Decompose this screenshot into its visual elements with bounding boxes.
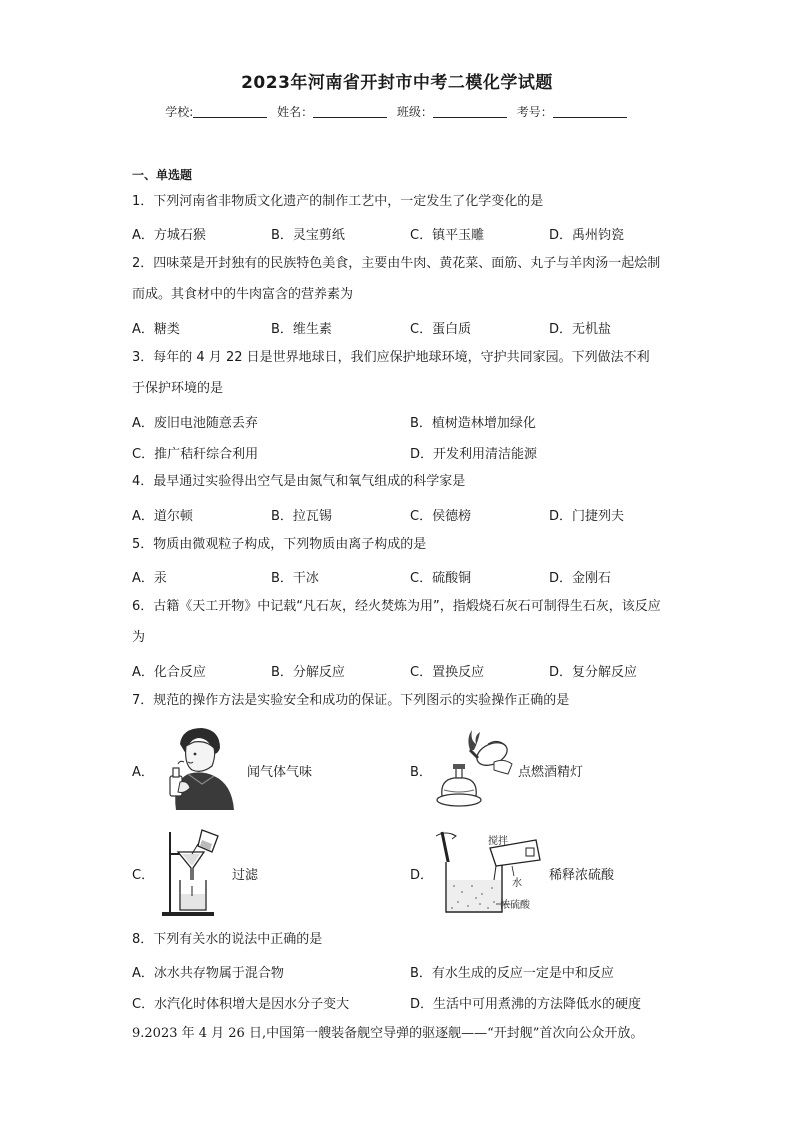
water-label: 水 bbox=[512, 878, 522, 889]
filtration-figure[interactable] bbox=[160, 826, 226, 918]
option-d[interactable]: D．金刚石 bbox=[549, 571, 612, 586]
option-d[interactable]: D．生活中可用煮沸的方法降低水的硬度 bbox=[410, 997, 642, 1012]
option-c-caption: 过滤 bbox=[232, 868, 259, 883]
school-field[interactable] bbox=[193, 105, 267, 118]
option-c-letter[interactable]: C． bbox=[132, 868, 155, 883]
option-c[interactable]: C．水汽化时体积增大是因水分子变大 bbox=[132, 997, 350, 1012]
question-6-options bbox=[132, 661, 662, 681]
option-d[interactable]: D．禹州钧瓷 bbox=[549, 228, 625, 243]
class-label: 班级： bbox=[396, 105, 433, 119]
diluting-sulfuric-acid-figure[interactable] bbox=[432, 826, 546, 918]
question-8-options-row2 bbox=[132, 993, 662, 1013]
question-5-options bbox=[132, 567, 662, 587]
option-d[interactable]: D．无机盐 bbox=[549, 322, 612, 337]
option-a[interactable]: A．冰水共存物属于混合物 bbox=[132, 966, 284, 981]
student-info-line bbox=[0, 103, 794, 120]
name-field[interactable] bbox=[313, 105, 387, 118]
option-d[interactable]: D．复分解反应 bbox=[549, 665, 638, 680]
stir-label: 搅拌 bbox=[488, 836, 508, 847]
question-3-options-row1 bbox=[132, 412, 662, 432]
question-2-stem: 2．四味菜是开封独有的民族特色美食，主要由牛肉、黄花菜、面筋、丸子与羊肉汤一起烩制而成。其食材中的牛肉富含的营养素为 bbox=[132, 256, 661, 302]
option-c[interactable]: C．置换反应 bbox=[410, 665, 485, 680]
class-field[interactable] bbox=[433, 105, 507, 118]
school-label: 学校: bbox=[165, 105, 194, 119]
exam-number-field[interactable] bbox=[553, 105, 627, 118]
smelling-gas-figure[interactable] bbox=[158, 724, 238, 810]
option-a[interactable]: A．道尔顿 bbox=[132, 509, 193, 524]
option-d[interactable]: D．门捷列夫 bbox=[549, 509, 625, 524]
question-1-stem: 1．下列河南省非物质文化遗产的制作工艺中，一定发生了化学变化的是 bbox=[132, 194, 544, 209]
option-a[interactable]: A．汞 bbox=[132, 571, 167, 586]
page-title: 2023年河南省开封市中考二模化学试题 bbox=[241, 73, 553, 93]
question-8-options-row1 bbox=[132, 962, 662, 982]
option-a[interactable]: A．废旧电池随意丢弃 bbox=[132, 416, 258, 431]
option-a[interactable]: A．化合反应 bbox=[132, 665, 206, 680]
option-b[interactable]: B．植树造林增加绿化 bbox=[410, 416, 536, 431]
option-a-letter[interactable]: A． bbox=[132, 765, 154, 780]
option-c[interactable]: C．蛋白质 bbox=[410, 322, 472, 337]
option-b[interactable]: B．分解反应 bbox=[271, 665, 345, 680]
option-b[interactable]: B．干冰 bbox=[271, 571, 319, 586]
option-b[interactable]: B．灵宝剪纸 bbox=[271, 228, 345, 243]
option-c[interactable]: C．推广秸秆综合利用 bbox=[132, 447, 259, 462]
question-2-options bbox=[132, 318, 662, 338]
option-b[interactable]: B．维生素 bbox=[271, 322, 332, 337]
option-c[interactable]: C．镇平玉雕 bbox=[410, 228, 485, 243]
option-c[interactable]: C．硫酸铜 bbox=[410, 571, 472, 586]
option-b[interactable]: B．拉瓦锡 bbox=[271, 509, 332, 524]
question-3-options-row2 bbox=[132, 443, 662, 463]
section-heading: 一、单选题 bbox=[132, 168, 193, 182]
question-3-stem: 3．每年的 4 月 22 日是世界地球日，我们应保护地球环境，守护共同家园。下列做法不利于保护环境的是 bbox=[132, 350, 650, 396]
option-b-letter[interactable]: B． bbox=[410, 765, 432, 780]
question-9-stem: 9.2023 年 4 月 26 日,中国第一艘装备舰空导弹的驱逐舰——“开封舰”首次向公众开放。 bbox=[132, 1026, 644, 1041]
option-b-caption: 点燃酒精灯 bbox=[518, 765, 584, 780]
option-d-caption: 稀释浓硫酸 bbox=[549, 868, 615, 883]
question-8-stem: 8．下列有关水的说法中正确的是 bbox=[132, 932, 323, 947]
option-d[interactable]: D．开发利用清洁能源 bbox=[410, 447, 538, 462]
acid-label: 浓硫酸 bbox=[500, 900, 530, 911]
exam-number-label: 考号： bbox=[516, 105, 553, 119]
question-7-stem: 7．规范的操作方法是实验安全和成功的保证。下列图示的实验操作正确的是 bbox=[132, 693, 570, 708]
question-1-options bbox=[132, 224, 662, 244]
question-6-stem: 6．古籍《天工开物》中记载“凡石灰，经火焚炼为用”，指煅烧石灰石可制得生石灰，该反应为 bbox=[132, 599, 661, 645]
option-c[interactable]: C．侯德榜 bbox=[410, 509, 472, 524]
lighting-alcohol-lamp-figure[interactable] bbox=[434, 724, 518, 812]
option-b[interactable]: B．有水生成的反应一定是中和反应 bbox=[410, 966, 614, 981]
question-5-stem: 5．物质由微观粒子构成，下列物质由离子构成的是 bbox=[132, 537, 427, 552]
question-4-options bbox=[132, 505, 662, 525]
option-d-letter[interactable]: D． bbox=[410, 868, 434, 883]
name-label: 姓名： bbox=[277, 105, 314, 119]
question-4-stem: 4．最早通过实验得出空气是由氮气和氧气组成的科学家是 bbox=[132, 474, 466, 489]
option-a[interactable]: A．方城石猴 bbox=[132, 228, 206, 243]
option-a-caption: 闻气体气味 bbox=[247, 765, 313, 780]
option-a[interactable]: A．糖类 bbox=[132, 322, 180, 337]
